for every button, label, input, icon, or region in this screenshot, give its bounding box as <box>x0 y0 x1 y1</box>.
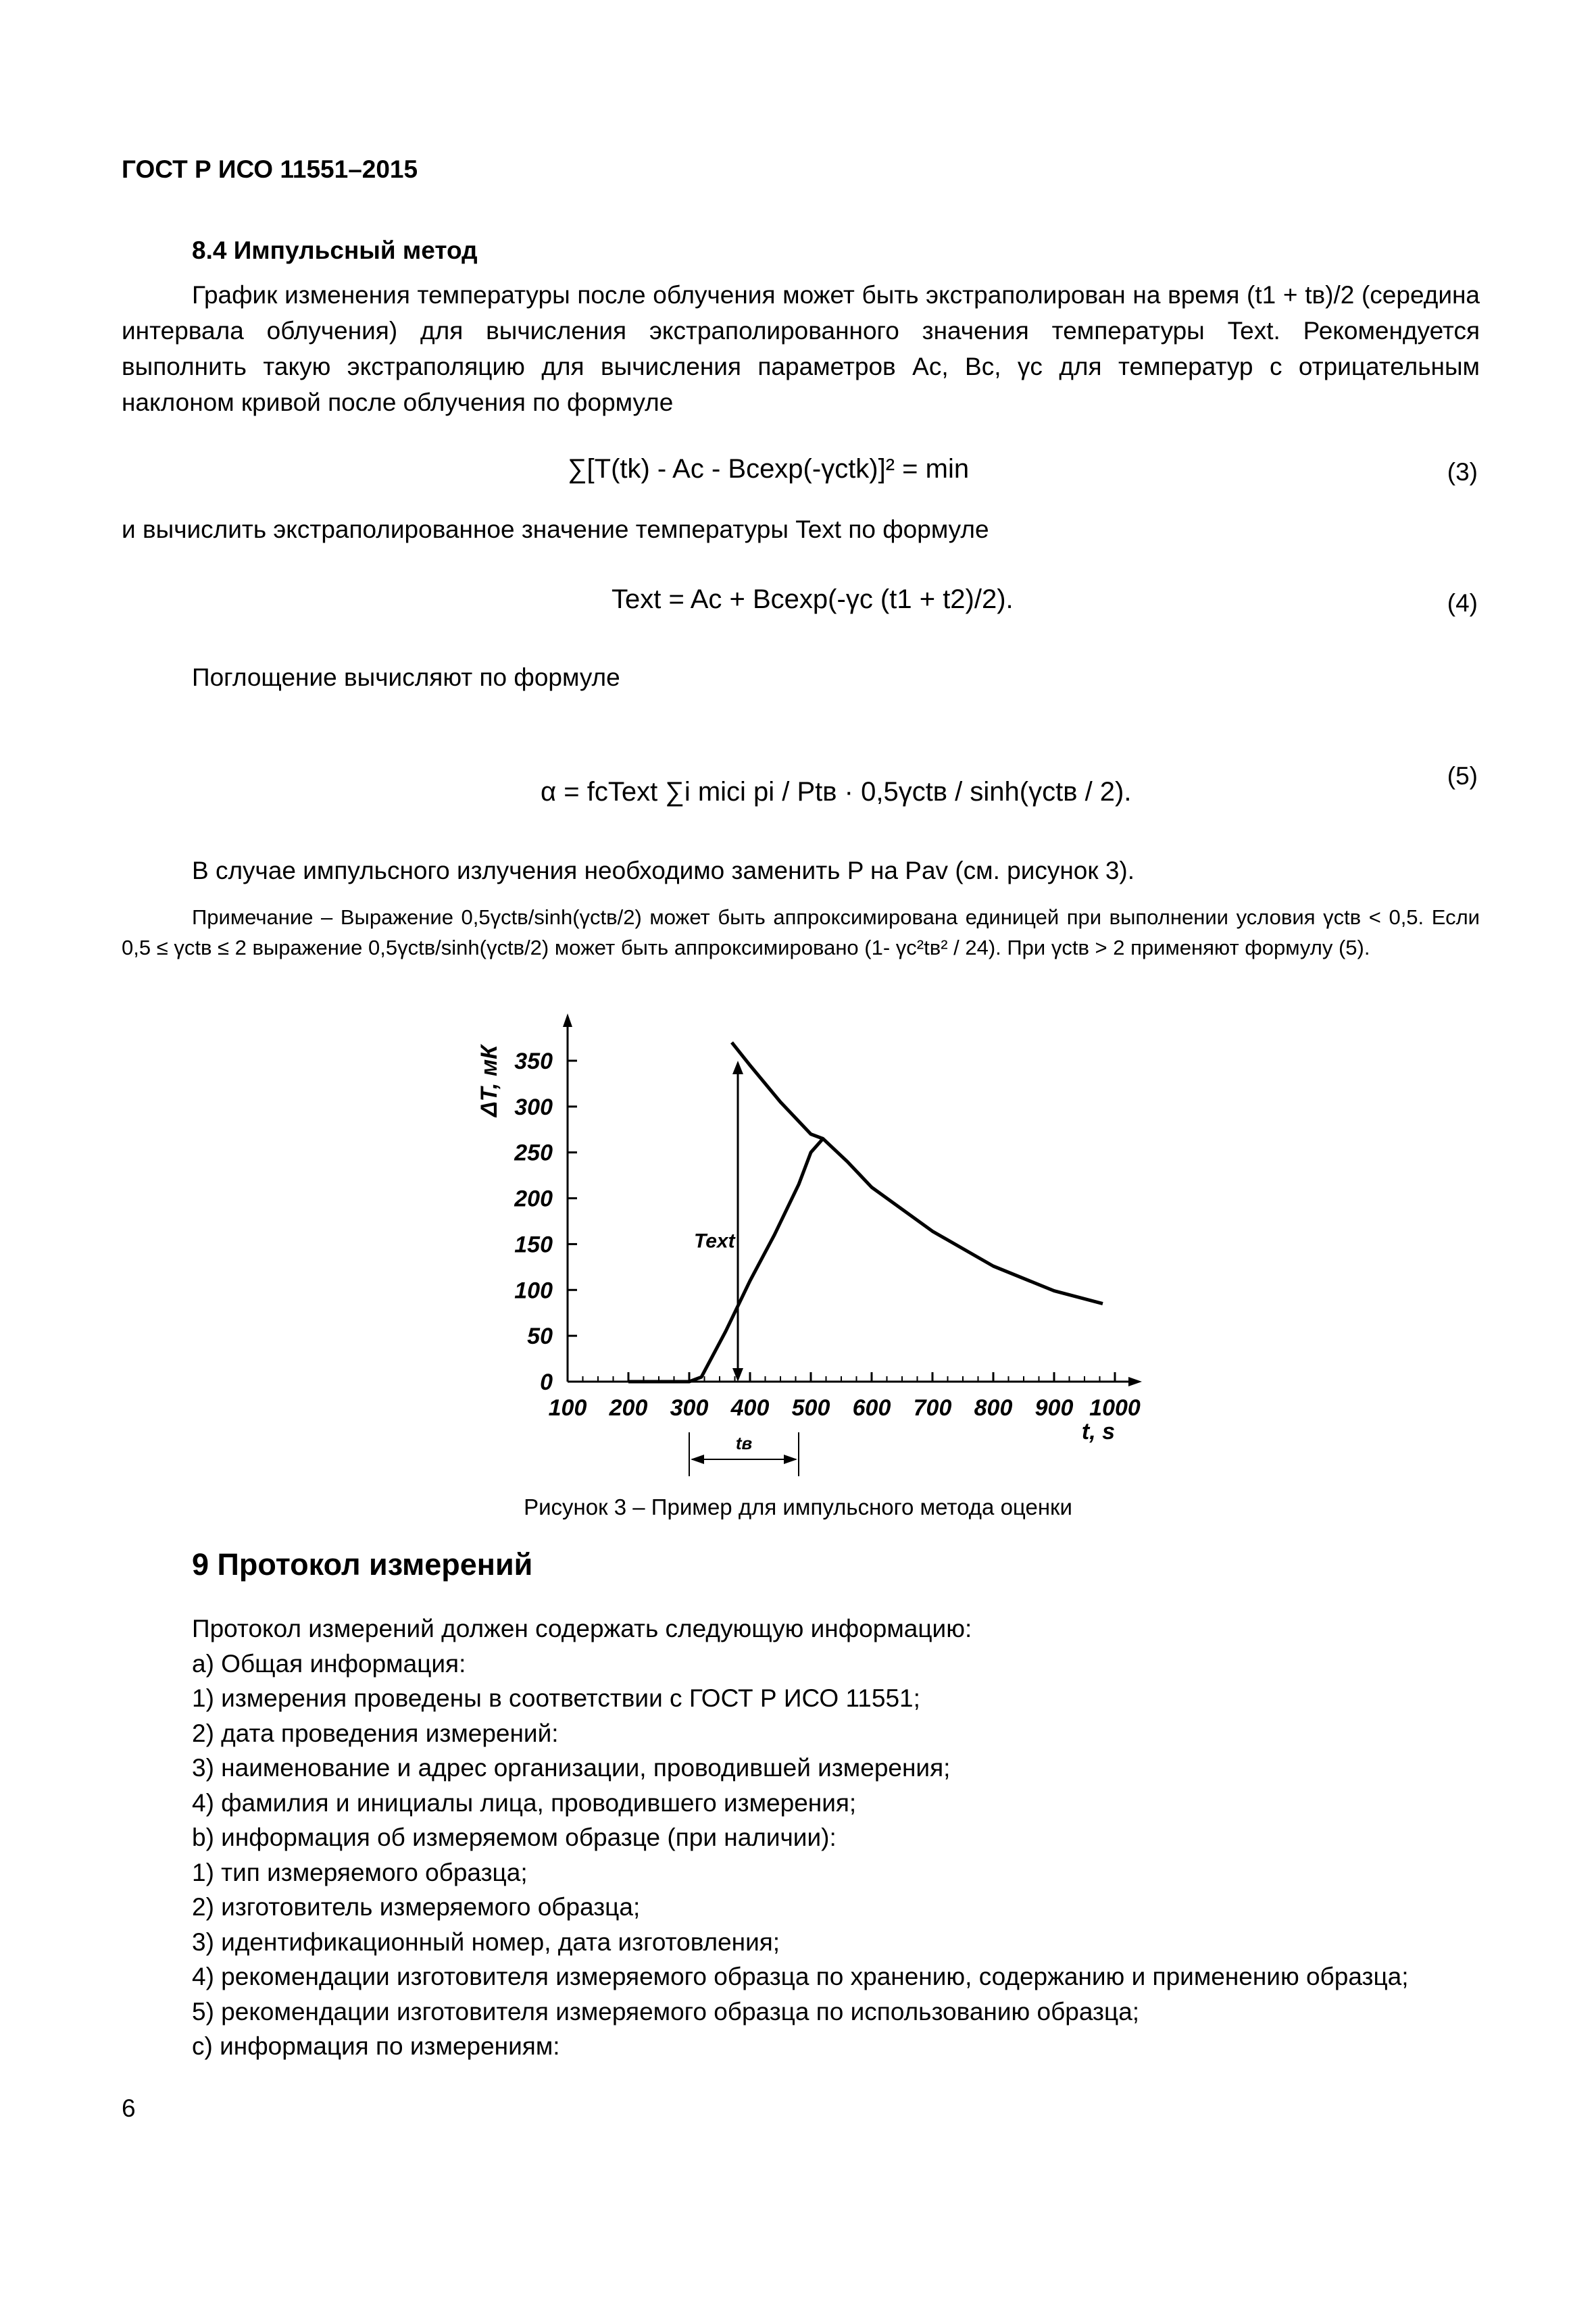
text-label: Text <box>694 1230 735 1253</box>
protocol-items <box>122 1646 1480 2064</box>
paragraph-text: График изменения температуры после облучения может быть экстраполирован на время (t1 + tв)/2 (середина интервала облучения) для вычисления экстраполированного значения температуры Text. Рекомендуется выполнить такую экстраполяцию для вычисления параметров Ac, Bc, γc для температур с отрицательным наклоном кривой после облучения по формуле <box>122 281 1480 416</box>
text-after-formula-4 <box>122 659 1480 695</box>
text-arrow-head-down <box>732 1368 743 1382</box>
protocol-item: 5) рекомендации изготовителя измеряемого образца по использованию образца; <box>192 1997 1140 2026</box>
x-tick-label: 1000 <box>1089 1395 1141 1421</box>
formula-4-number: (4) <box>1447 589 1478 617</box>
formula-5: α = fcText ∑i mici pi / Ptв · 0,5γctв / sinh(γctв / 2). <box>541 777 1132 807</box>
protocol-item: b) информация об измеряемом образце (при наличии): <box>192 1823 837 1851</box>
formula-4: Text = Ac + Bcexp(-γc (t1 + t2)/2). <box>612 584 1014 614</box>
protocol-item: 3) наименование и адрес организации, проводившей измерения; <box>192 1754 951 1782</box>
figure-caption: Рисунок 3 – Пример для импульсного метода оценки <box>524 1494 1072 1519</box>
section-9-title: 9 Протокол измерений <box>192 1547 533 1582</box>
series-line-measured <box>628 1138 1103 1382</box>
protocol-item: 1) измерения проведены в соответствии с ГОСТ Р ИСО 11551; <box>192 1684 920 1712</box>
y-axis-label: ΔT, мК <box>476 1045 502 1117</box>
protocol-item: 3) идентификационный номер, дата изготовления; <box>192 1928 780 1956</box>
protocol-item: 2) изготовитель измеряемого образца; <box>192 1893 641 1921</box>
protocol-item: 1) тип измеряемого образца; <box>192 1858 528 1886</box>
y-tick-label: 250 <box>514 1140 553 1166</box>
section-8-4-paragraph <box>122 277 1480 420</box>
note-text: Примечание – Выражение 0,5γctв/sinh(γctв/2) может быть аппроксимирована единицей при выполнении условия γctв < 0,5. Если 0,5 ≤ γctв ≤ 2 выражение 0,5γctв/sinh(γctв/2) может быть аппроксимировано (1- γc²tв² / 24). При γctв > 2 применяют формулу (5). <box>122 905 1480 959</box>
text-after-formula-3: и вычислить экстраполированное значение температуры Text по формуле <box>122 515 989 543</box>
note-paragraph <box>122 902 1480 963</box>
formula-3: ∑[T(tk) - Ac - Bcexp(-γctk)]² = min <box>568 454 970 484</box>
y-tick-label: 100 <box>514 1278 553 1304</box>
x-tick-label: 800 <box>974 1395 1013 1421</box>
text-after-formula-4-text: Поглощение вычисляют по формуле <box>192 663 620 691</box>
y-tick-label: 200 <box>514 1186 553 1212</box>
formula-5-number: (5) <box>1447 762 1478 790</box>
y-tick-label: 350 <box>514 1049 553 1074</box>
x-tick-label: 100 <box>548 1395 587 1421</box>
y-tick-label: 300 <box>514 1094 553 1120</box>
figure-3-chart <box>473 1007 1149 1480</box>
text-after-formula-5 <box>122 853 1480 888</box>
y-tick-label: 0 <box>540 1369 553 1395</box>
y-tick-label: 150 <box>514 1232 553 1258</box>
y-axis-arrowhead <box>563 1013 572 1027</box>
protocol-item: 4) фамилия и инициалы лица, проводившего измерения; <box>192 1788 857 1817</box>
x-ticks <box>549 1372 1141 1421</box>
page-number: 6 <box>122 2094 136 2122</box>
protocol-intro: Протокол измерений должен содержать следующую информацию: <box>192 1615 972 1642</box>
x-tick-label: 400 <box>730 1395 770 1421</box>
x-tick-label: 200 <box>609 1395 648 1421</box>
x-tick-label: 900 <box>1034 1395 1074 1421</box>
protocol-item: с) информация по измерениям: <box>192 2032 560 2060</box>
y-tick-label: 50 <box>527 1324 553 1350</box>
tb-label: tв <box>735 1433 753 1453</box>
x-tick-label: 700 <box>913 1395 952 1421</box>
text-arrow-head-up <box>732 1061 743 1074</box>
x-tick-label: 600 <box>852 1395 891 1421</box>
series-group <box>628 1042 1103 1382</box>
x-axis-label: t, s <box>1081 1419 1115 1444</box>
standard-header: ГОСТ Р ИСО 11551–2015 <box>122 155 418 183</box>
protocol-item: а) Общая информация: <box>192 1649 466 1678</box>
protocol-list <box>122 1611 1480 2064</box>
protocol-item: 2) дата проведения измерений: <box>192 1719 559 1747</box>
chart-root <box>476 1013 1142 1476</box>
tb-arrow-right <box>784 1455 797 1464</box>
section-8-4-title: 8.4 Импульсный метод <box>192 236 478 264</box>
x-tick-label: 500 <box>791 1395 830 1421</box>
tb-arrow-left <box>691 1455 704 1464</box>
x-tick-label: 300 <box>670 1395 709 1421</box>
protocol-item: 4) рекомендации изготовителя измеряемого образца по хранению, содержанию и применению образца; <box>192 1963 1409 1990</box>
x-axis-arrowhead <box>1128 1377 1142 1386</box>
text-after-formula-5-text: В случае импульсного излучения необходимо заменить P на Pav (см. рисунок 3). <box>192 857 1135 884</box>
series-line-extrapolation <box>732 1042 823 1139</box>
formula-3-number: (3) <box>1447 458 1478 486</box>
